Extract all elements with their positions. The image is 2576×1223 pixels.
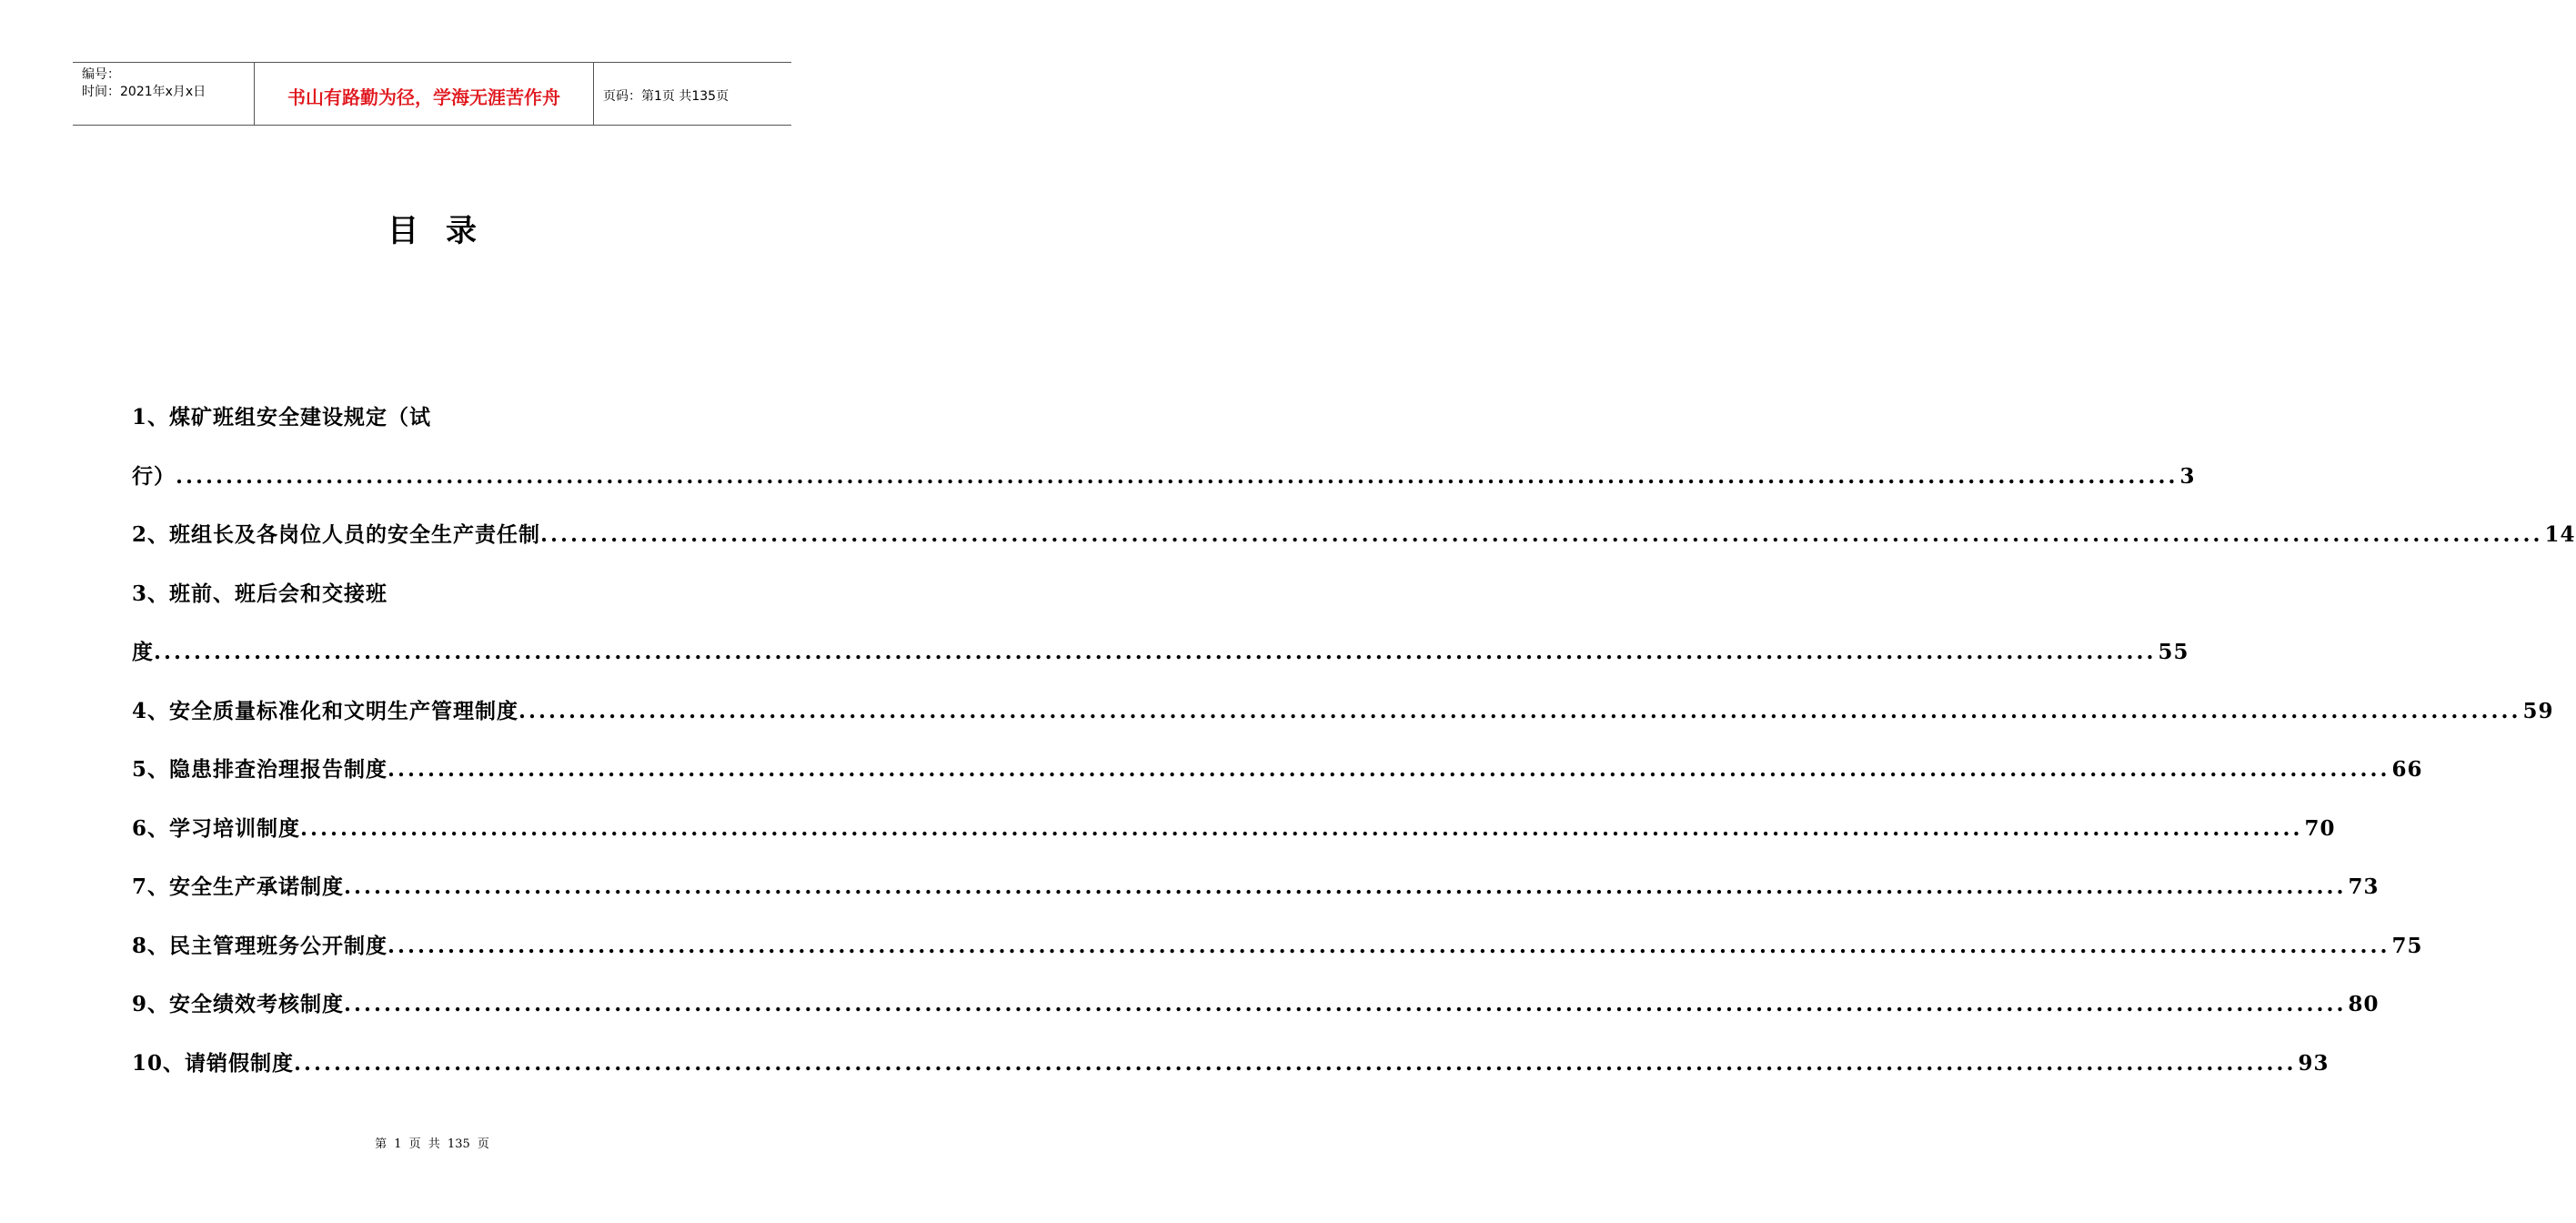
toc-entry bbox=[132, 1046, 2329, 1106]
toc-entry-title-line: 3、班前、班后会和交接班 bbox=[132, 581, 388, 606]
toc-page-number: 80 bbox=[2348, 992, 2380, 1016]
toc-entry bbox=[132, 518, 2576, 577]
toc-entry-title-line: 1、煤矿班组安全建设规定（试 bbox=[132, 405, 432, 430]
toc-entry-label: 4、安全质量标准化和文明生产管理制度 bbox=[132, 698, 519, 723]
toc-page-number: 59 bbox=[2522, 698, 2554, 723]
header-time: 时间：2021年x月x日 bbox=[82, 85, 206, 99]
toc-entry-label: 度 bbox=[132, 640, 154, 664]
toc-entry-label: 行） bbox=[132, 463, 176, 489]
toc-entry bbox=[132, 987, 2380, 1046]
toc-entry bbox=[132, 929, 2423, 988]
toc-page-number: 73 bbox=[2348, 874, 2380, 899]
toc-leader-dots: ........................................................................................................................................................................................................ bbox=[300, 815, 2303, 841]
toc-entry bbox=[132, 635, 2189, 694]
table-of-contents bbox=[132, 400, 2576, 1105]
header-motto: 书山有路勤为径，学海无涯苦作舟 bbox=[255, 63, 594, 125]
toc-leader-dots: ........................................................................................................................................................................................................ bbox=[344, 992, 2347, 1016]
toc-entry-label: 2、班组长及各岗位人员的安全生产责任制 bbox=[132, 522, 541, 547]
toc-page-number: 55 bbox=[2158, 640, 2189, 664]
toc-page-number: 93 bbox=[2298, 1050, 2329, 1076]
toc-leader-dots: ........................................................................................................................................................................................................ bbox=[540, 522, 2543, 547]
header-meta bbox=[73, 63, 255, 125]
toc-entry-label: 10、请销假制度 bbox=[132, 1050, 295, 1076]
toc-entry-label: 9、安全绩效考核制度 bbox=[132, 992, 345, 1016]
toc-leader-dots: ........................................................................................................................................................................................................ bbox=[344, 874, 2347, 899]
toc-page-number: 14 bbox=[2544, 522, 2576, 547]
toc-entry bbox=[132, 753, 2423, 812]
header-page-info: 页码：第1页 共135页 bbox=[603, 89, 730, 104]
page-title: 目录 bbox=[387, 213, 504, 249]
toc-leader-dots: ........................................................................................................................................................................................................ bbox=[387, 933, 2390, 958]
toc-leader-dots: ........................................................................................................................................................................................................ bbox=[518, 698, 2521, 723]
toc-page-number: 66 bbox=[2391, 757, 2423, 782]
toc-leader-dots: ........................................................................................................................................................................................................ bbox=[294, 1050, 2297, 1076]
toc-page-number: 70 bbox=[2304, 815, 2336, 841]
toc-entry bbox=[132, 460, 2196, 519]
toc-page-number: 3 bbox=[2179, 463, 2196, 489]
toc-entry-label: 6、学习培训制度 bbox=[132, 815, 301, 841]
page-header bbox=[73, 62, 791, 126]
toc-entry-label: 5、隐患排查治理报告制度 bbox=[132, 757, 388, 782]
toc-entry bbox=[132, 870, 2380, 929]
toc-leader-dots: ........................................................................................................................................................................................................ bbox=[176, 463, 2179, 489]
toc-entry-label: 8、民主管理班务公开制度 bbox=[132, 933, 388, 958]
toc-entry bbox=[132, 694, 2554, 753]
page-footer: 第 1 页 共 135 页 bbox=[375, 1137, 489, 1151]
toc-page-number: 75 bbox=[2391, 933, 2423, 958]
header-number: 编号： bbox=[82, 67, 120, 82]
toc-entry-label: 7、安全生产承诺制度 bbox=[132, 874, 345, 899]
toc-leader-dots: ........................................................................................................................................................................................................ bbox=[154, 640, 2157, 664]
toc-entry bbox=[132, 812, 2336, 871]
toc-leader-dots: ........................................................................................................................................................................................................ bbox=[387, 757, 2390, 782]
